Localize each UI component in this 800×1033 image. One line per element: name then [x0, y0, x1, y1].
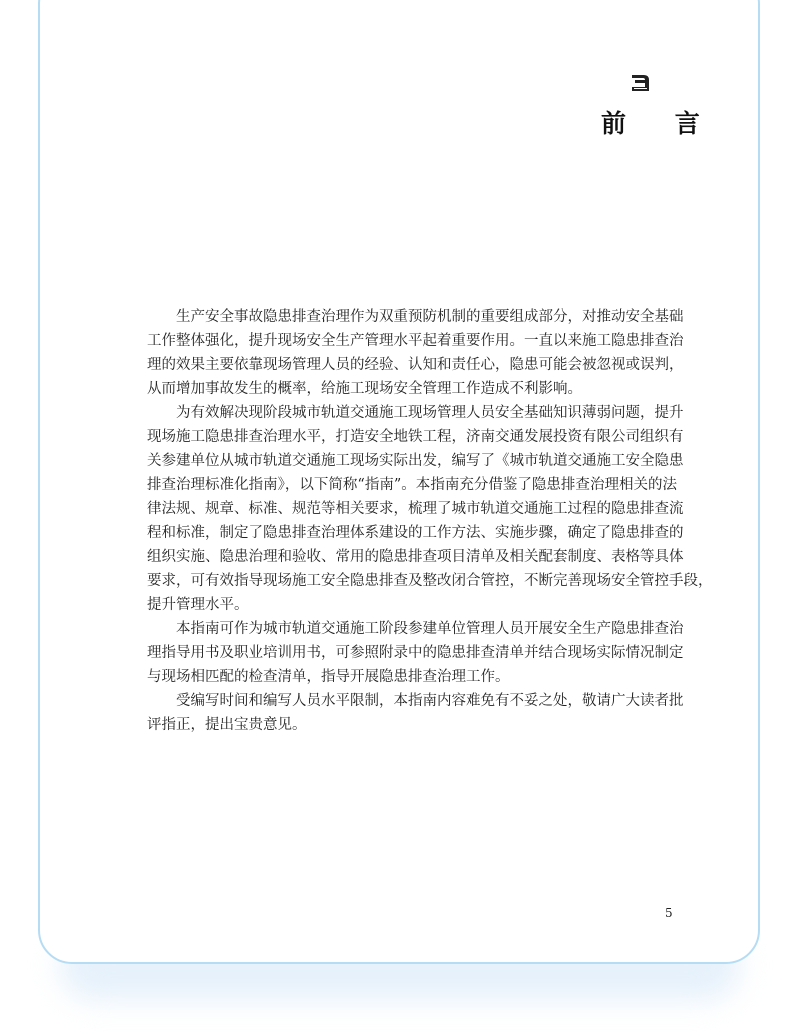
text-line: 工作整体强化，提升现场安全生产管理水平起着重要作用。一直以来施工隐患排查治 [147, 333, 684, 349]
preface-body [147, 305, 713, 737]
text-line: 为有效解决现阶段城市轨道交通施工现场管理人员安全基础知识薄弱问题，提升 [176, 405, 684, 421]
text-line: 律法规、规章、标准、规范等相关要求，梳理了城市轨道交通施工过程的隐患排查流 [147, 501, 684, 517]
text-line: 提升管理水平。 [147, 597, 249, 613]
text-line: 与现场相匹配的检查清单，指导开展隐患排查治理工作。 [147, 669, 510, 685]
text-line: 关参建单位从城市轨道交通施工现场实际出发，编写了《城市轨道交通施工安全隐患 [147, 453, 684, 469]
text-line: 理的效果主要依靠现场管理人员的经验、认知和责任心，隐患可能会被忽视或误判， [147, 357, 684, 373]
paragraph [147, 305, 684, 401]
text-line: 从而增加事故发生的概率，给施工现场安全管理工作造成不利影响。 [147, 381, 582, 397]
page-number: 5 [665, 906, 673, 920]
text-line: 生产安全事故隐患排查治理作为双重预防机制的重要组成部分，对推动安全基础 [176, 309, 684, 325]
text-line: 程和标准，制定了隐患排查治理体系建设的工作方法、实施步骤，确定了隐患排查的 [147, 525, 684, 541]
paragraph [147, 617, 684, 689]
text-line: 排查治理标准化指南》，以下简称“指南”。本指南充分借鉴了隐患排查治理相关的法 [147, 477, 677, 493]
text-line: 受编写时间和编写人员水平限制，本指南内容难免有不妥之处，敬请广大读者批 [176, 693, 684, 709]
paragraph [147, 689, 684, 737]
page-title: 前 言 [601, 109, 720, 138]
text-line: 本指南可作为城市轨道交通施工阶段参建单位管理人员开展安全生产隐患排查治 [176, 621, 684, 637]
text-line: 理指导用书及职业培训用书，可参照附录中的隐患排查清单并结合现场实际情况制定 [147, 645, 684, 661]
text-line: 组织实施、隐患治理和验收、常用的隐患排查项目清单及相关配套制度、表格等具体 [147, 549, 684, 565]
text-line: 现场施工隐患排查治理水平，打造安全地铁工程，济南交通发展投资有限公司组织有 [147, 429, 684, 445]
chapter-bookmark-icon [630, 73, 652, 93]
text-line: 评指正，提出宝贵意见。 [147, 717, 307, 733]
text-line: 要求，可有效指导现场施工安全隐患排查及整改闭合管控，不断完善现场安全管控手段， [147, 573, 713, 589]
paragraph [147, 401, 713, 617]
